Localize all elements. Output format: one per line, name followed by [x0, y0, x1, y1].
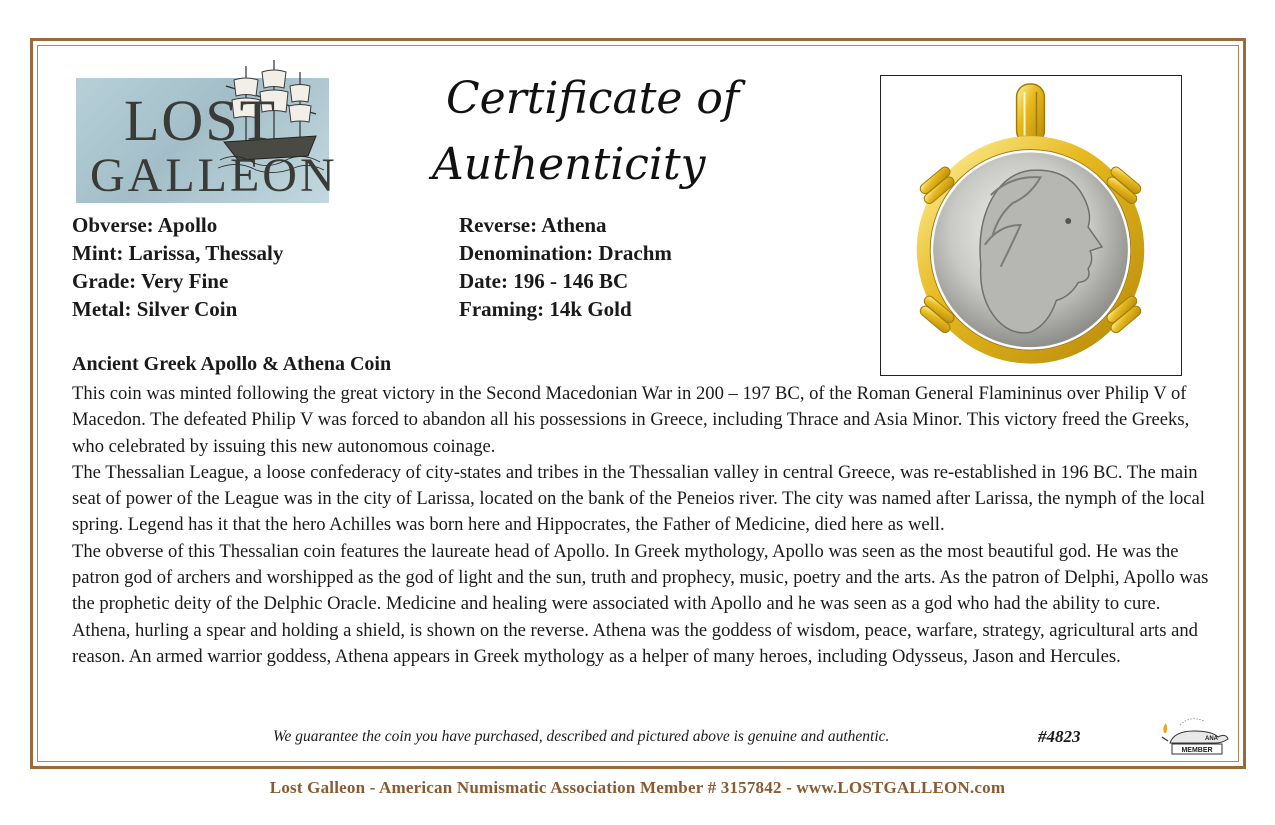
coin-pendant-image [880, 75, 1182, 376]
description-heading: Ancient Greek Apollo & Athena Coin [72, 353, 392, 375]
ana-oil-lamp-icon [1162, 719, 1228, 743]
title-line-2: Authenticity [432, 139, 706, 190]
footer-line: Lost Galleon - American Numismatic Association Member # 3157842 - www.LOSTGALLEON.com [269, 778, 1006, 797]
detail-date: Date: 196 - 146 BC [459, 269, 629, 293]
title-line-1: Certificate of [446, 73, 740, 124]
detail-reverse: Reverse: Athena [459, 213, 607, 237]
detail-denomination: Denomination: Drachm [459, 241, 672, 265]
ana-badge-bottom: MEMBER [1181, 747, 1213, 754]
coin-pendant-drawing [881, 76, 1180, 374]
details-left [72, 211, 283, 323]
paragraph-mythology: The obverse of this Thessalian coin features the laureate head of Apollo. In Greek mythology, Apollo was seen as the most beautiful god. He was the patron god of archers and worshipped as the god of light and the sun, truth and prophecy, music, poetry and the arts. As the patron of Delphi, Apollo was the prophetic deity of the Delphic Oracle. Medicine and healing were associated with Apollo and he was seen as a god who had the ability to cure. Athena, hurling a spear and holding a shield, is shown on the reverse. Athena was the goddess of wisdom, peace, warfare, strategy, agricultural arts and reason. An armed warrior goddess, Athena appears in Greek mythology as a helper of many heroes, including Odysseus, Jason and Hercules. [72, 540, 1209, 667]
detail-metal: Metal: Silver Coin [72, 297, 238, 321]
certificate-number: #4823 [1038, 727, 1081, 746]
detail-obverse: Obverse: Apollo [72, 213, 218, 237]
logo-word-lost: LOST [124, 88, 277, 153]
details-right [459, 211, 672, 323]
detail-mint: Mint: Larissa, Thessaly [72, 241, 284, 265]
detail-framing: Framing: 14k Gold [459, 297, 632, 321]
paragraph-history: This coin was minted following the great victory in the Second Macedonian War in 200 – 197 BC, of the Roman General Flamininus over Philip V of Macedon. The defeated Philip V was forced to abandon all his possessions in Greece, including Thrace and Asia Minor. This victory freed the Greeks, who celebrated by issuing this new autonomous coinage. [72, 383, 1190, 457]
guarantee-statement: We guarantee the coin you have purchased, described and pictured above is genuine and authentic. [273, 728, 890, 745]
paragraph-thessalian-league: The Thessalian League, a loose confederacy of city-states and tribes in the Thessalian valley in central Greece, was re-established in 196 BC. The main seat of power of the League was in the city of Larissa, located on the bank of the Peneios river. The city was named after Larissa, the nymph of the local spring. Legend has it that the hero Achilles was born here and Hippocrates, the Father of Medicine, died here as well. [72, 461, 1205, 536]
lost-galleon-logo [76, 78, 338, 203]
detail-grade: Grade: Very Fine [72, 269, 229, 293]
description-body [72, 381, 1222, 670]
ana-badge-top: ANA [1205, 736, 1218, 742]
ana-member-badge [1160, 711, 1232, 759]
certificate-title [432, 66, 742, 198]
logo-word-galleon: GALLEON [90, 149, 338, 202]
